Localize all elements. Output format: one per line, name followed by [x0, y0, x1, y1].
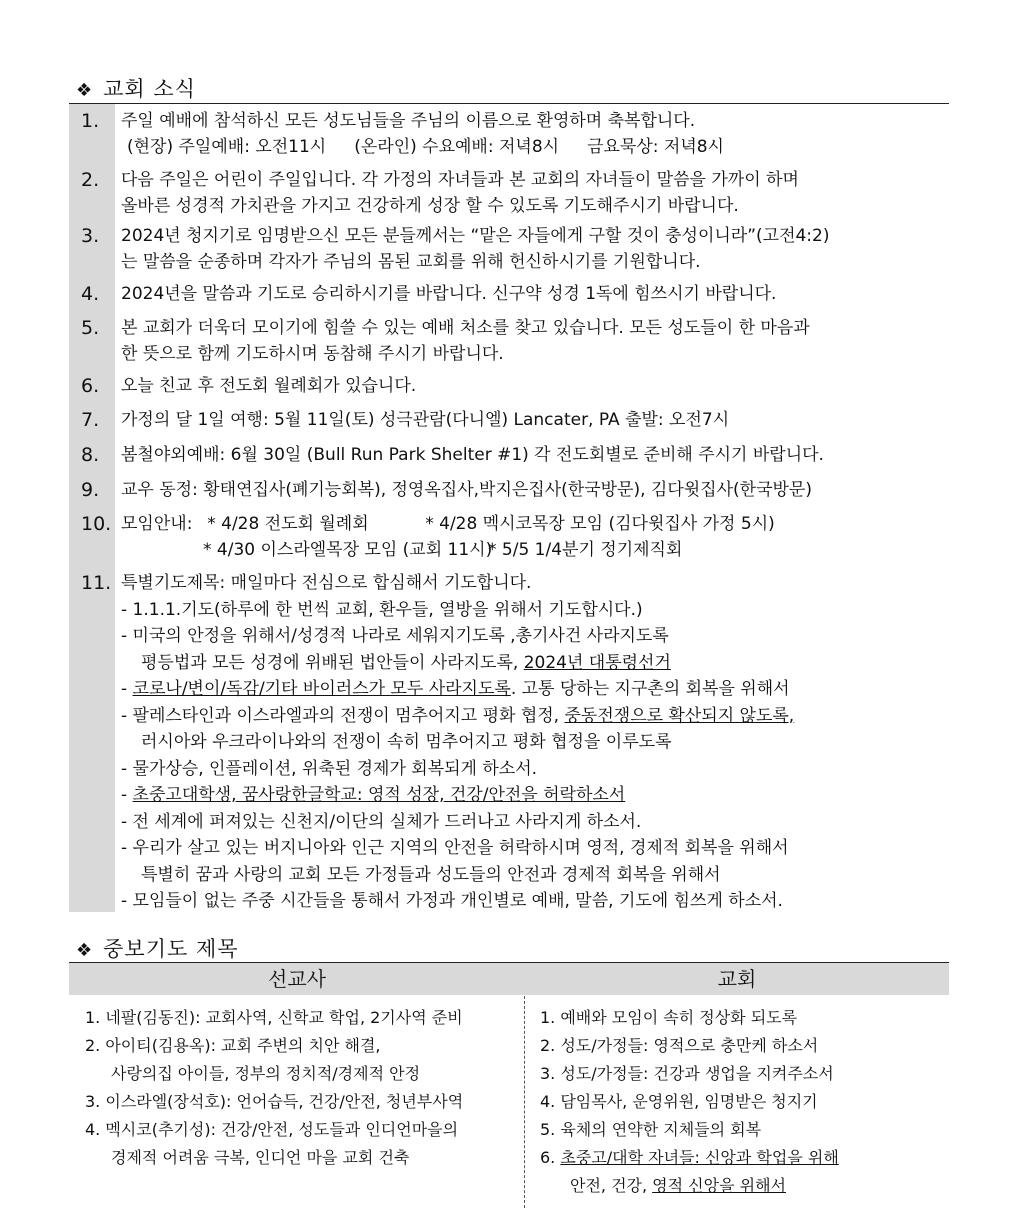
- meeting-event: * 4/28 전도회 월례회: [207, 514, 369, 534]
- item-number: 10.: [81, 513, 112, 535]
- prayer-item: - 미국의 안정을 위해서/성경적 나라로 세워지기도록 ,총기사건 사라지도록: [121, 626, 669, 646]
- prayer-item-cont: 러시아와 우크라이나와의 전쟁이 속히 멈추어지고 평화 협정을 이루도록: [141, 732, 672, 752]
- prayer-text: - 팔레스타인과 이스라엘과의 전쟁이 멈추어지고 평화 협정,: [121, 705, 565, 726]
- missionary-item: 3. 이스라엘(장석호): 언어습득, 건강/안전, 청년부사역: [85, 1092, 464, 1111]
- prayer-text: 평등법과 모든 성경에 위배된 법안들이 사라지도록,: [141, 652, 524, 673]
- item-number: 4.: [81, 283, 100, 305]
- item-text: 가정의 달 1일 여행: 5월 11일(토) 성극관람(다니엘) Lancater, PA 출발: 오전7시: [121, 410, 730, 430]
- prayer-item: [121, 676, 949, 703]
- prayer-text-underlined: 초중고대학생, 꿈사랑한글학교: 영적 성장, 건강/안전을 허락하소서: [132, 785, 626, 805]
- news-title-text: 교회 소식: [103, 77, 196, 101]
- prayer-text-underlined: 중동전쟁으로 확산되지 않도록,: [564, 705, 795, 726]
- prayer-dash: -: [121, 785, 133, 805]
- prayer-item: - 1.1.1.기도(하루에 한 번씩 교회, 환우들, 열방을 위해서 기도합시다.): [121, 599, 643, 620]
- prayer-item: - 전 세계에 퍼져있는 신천지/이단의 실체가 드러나고 사라지게 하소서.: [121, 811, 642, 832]
- item-text: 는 말씀을 순종하며 각자가 주님의 몸된 교회를 위해 헌신하시기를 기원합니다.: [121, 252, 701, 272]
- item-text: 교우 동정: 황태연집사(폐기능회복), 정영옥집사,박지은집사(한국방문), 김다윗집사(한국방문): [121, 480, 812, 500]
- prayer-dash: -: [121, 679, 133, 699]
- news-list: [69, 103, 949, 912]
- prayer-text-underlined: 코로나/변이/독감/기타 바이러스가 모두 사라지도록: [132, 679, 511, 699]
- church-prayer-item: [540, 1144, 839, 1172]
- intercession-title-text: 중보기도 제목: [103, 937, 239, 961]
- meeting-label: 모임안내:: [121, 514, 193, 534]
- prayer-text-underlined: 2024년 대통령선거: [523, 652, 671, 673]
- diamond-icon: ❖: [76, 940, 94, 961]
- item-number: 3.: [81, 225, 100, 247]
- prayer-item: - 모임들이 없는 주중 시간들을 통해서 가정과 개인별로 예배, 말씀, 기도에 힘쓰게 하소서.: [121, 891, 783, 911]
- item-number: 11.: [81, 572, 112, 594]
- item-number: 8.: [81, 444, 100, 466]
- meeting-event: * 4/30 이스라엘목장 모임 (교회 11시): [203, 540, 493, 560]
- church-prayer-list: [540, 1004, 839, 1200]
- missionary-item: 4. 멕시코(추기성): 건강/안전, 성도들과 인디언마을의: [85, 1120, 459, 1139]
- item-text: 올바른 성경적 가치관을 가지고 건강하게 성장 할 수 있도록 기도해주시기 바랍니다.: [121, 196, 739, 216]
- meeting-event: * 4/28 멕시코목장 모임 (김다윗집사 가정 5시): [425, 514, 775, 534]
- missionary-item: 2. 아이티(김용옥): 교회 주변의 치안 해결,: [85, 1036, 381, 1055]
- item-number: 9.: [81, 479, 100, 501]
- item-text: 오늘 친교 후 전도회 월례회가 있습니다.: [121, 376, 417, 396]
- intercession-table: [69, 962, 949, 1208]
- prayer-number: 6.: [540, 1148, 561, 1167]
- missionary-header: 선교사: [69, 962, 525, 995]
- friday-meditation: 금요묵상: 저녁8시: [587, 137, 724, 157]
- item-number: 1.: [81, 110, 100, 132]
- church-header: 교회: [525, 962, 949, 995]
- intercession-section-title: [76, 933, 239, 963]
- prayer-text-underlined: 초중고/대학 자녀들: 신앙과 학업을 위해: [560, 1148, 839, 1167]
- item-text: 2024년 청지기로 임명받으신 모든 분들께서는 “맡은 자들에게 구할 것이 충성이니라”(고전4:2): [121, 226, 830, 246]
- wednesday-service: (온라인) 수요예배: 저녁8시: [354, 137, 560, 157]
- church-prayer-item-cont: [540, 1172, 839, 1200]
- item-number: 5.: [81, 317, 100, 339]
- item-number: 6.: [81, 375, 100, 397]
- prayer-item: [121, 782, 949, 809]
- prayer-text-underlined: 영적 신앙을 위해서: [652, 1176, 786, 1195]
- news-section-title: [76, 73, 196, 103]
- item-text: 한 뜻으로 함께 기도하시며 동참해 주시기 바랍니다.: [121, 344, 504, 364]
- item-number: 2.: [81, 169, 100, 191]
- prayer-item: - 우리가 살고 있는 버지니아와 인근 지역의 안전을 허락하시며 영적, 경제적 회복을 위해서: [121, 838, 789, 858]
- missionary-item-cont: 경제적 어려움 극복, 인디언 마을 교회 건축: [111, 1148, 410, 1167]
- service-schedule: [121, 134, 949, 160]
- church-prayer-item: 1. 예배와 모임이 속히 정상화 되도록: [540, 1008, 798, 1027]
- missionary-list: [85, 1004, 463, 1172]
- prayer-item-cont: 특별히 꿈과 사랑의 교회 모든 가정들과 성도들의 안전과 경제적 회복을 위해서: [141, 864, 721, 885]
- church-prayer-item: 5. 육체의 연약한 지체들의 회복: [540, 1120, 762, 1139]
- sunday-service: (현장) 주일예배: 오전11시: [127, 137, 327, 157]
- item-text: 2024년을 말씀과 기도로 승리하시기를 바랍니다. 신구약 성경 1독에 힘쓰시기 바랍니다.: [121, 284, 777, 304]
- prayer-item-cont: [121, 650, 949, 677]
- missionary-item: 1. 네팔(김동진): 교회사역, 신학교 학업, 2기사역 준비: [85, 1008, 463, 1027]
- church-prayer-item: 3. 성도/가정들: 건강과 생업을 지켜주소서: [540, 1064, 834, 1083]
- missionary-item-cont: 사랑의집 아이들, 정부의 정치적/경제적 안정: [111, 1064, 421, 1083]
- meeting-event: * 5/5 1/4분기 정기제직회: [488, 540, 683, 560]
- item-text: 본 교회가 더욱더 모이기에 힘쓸 수 있는 예배 처소를 찾고 있습니다. 모든 성도들이 한 마음과: [121, 318, 810, 338]
- item-text: 특별기도제목: 매일마다 전심으로 합심해서 기도합니다.: [121, 573, 532, 593]
- item-number: 7.: [81, 409, 100, 431]
- prayer-item: [121, 703, 949, 730]
- church-prayer-item: 4. 담임목사, 운영위원, 임명받은 청지기: [540, 1092, 818, 1111]
- item-text: 주일 예배에 참석하신 모든 성도님들을 주님의 이름으로 환영하며 축복합니다.: [121, 111, 696, 131]
- item-text: 봄철야외예배: 6월 30일 (Bull Run Park Shelter #1) 각 전도회별로 준비해 주시기 바랍니다.: [121, 445, 824, 465]
- prayer-text: . 고통 당하는 지구촌의 회복을 위해서: [510, 679, 790, 699]
- column-divider: [524, 996, 525, 1208]
- prayer-text: 안전, 건강,: [570, 1176, 653, 1195]
- diamond-icon: ❖: [76, 80, 94, 101]
- church-prayer-item: 2. 성도/가정들: 영적으로 충만케 하소서: [540, 1036, 819, 1055]
- item-text: 다음 주일은 어린이 주일입니다. 각 가정의 자녀들과 본 교회의 자녀들이 말씀을 가까이 하며: [121, 170, 799, 190]
- prayer-item: - 물가상승, 인플레이션, 위축된 경제가 회복되게 하소서.: [121, 758, 538, 779]
